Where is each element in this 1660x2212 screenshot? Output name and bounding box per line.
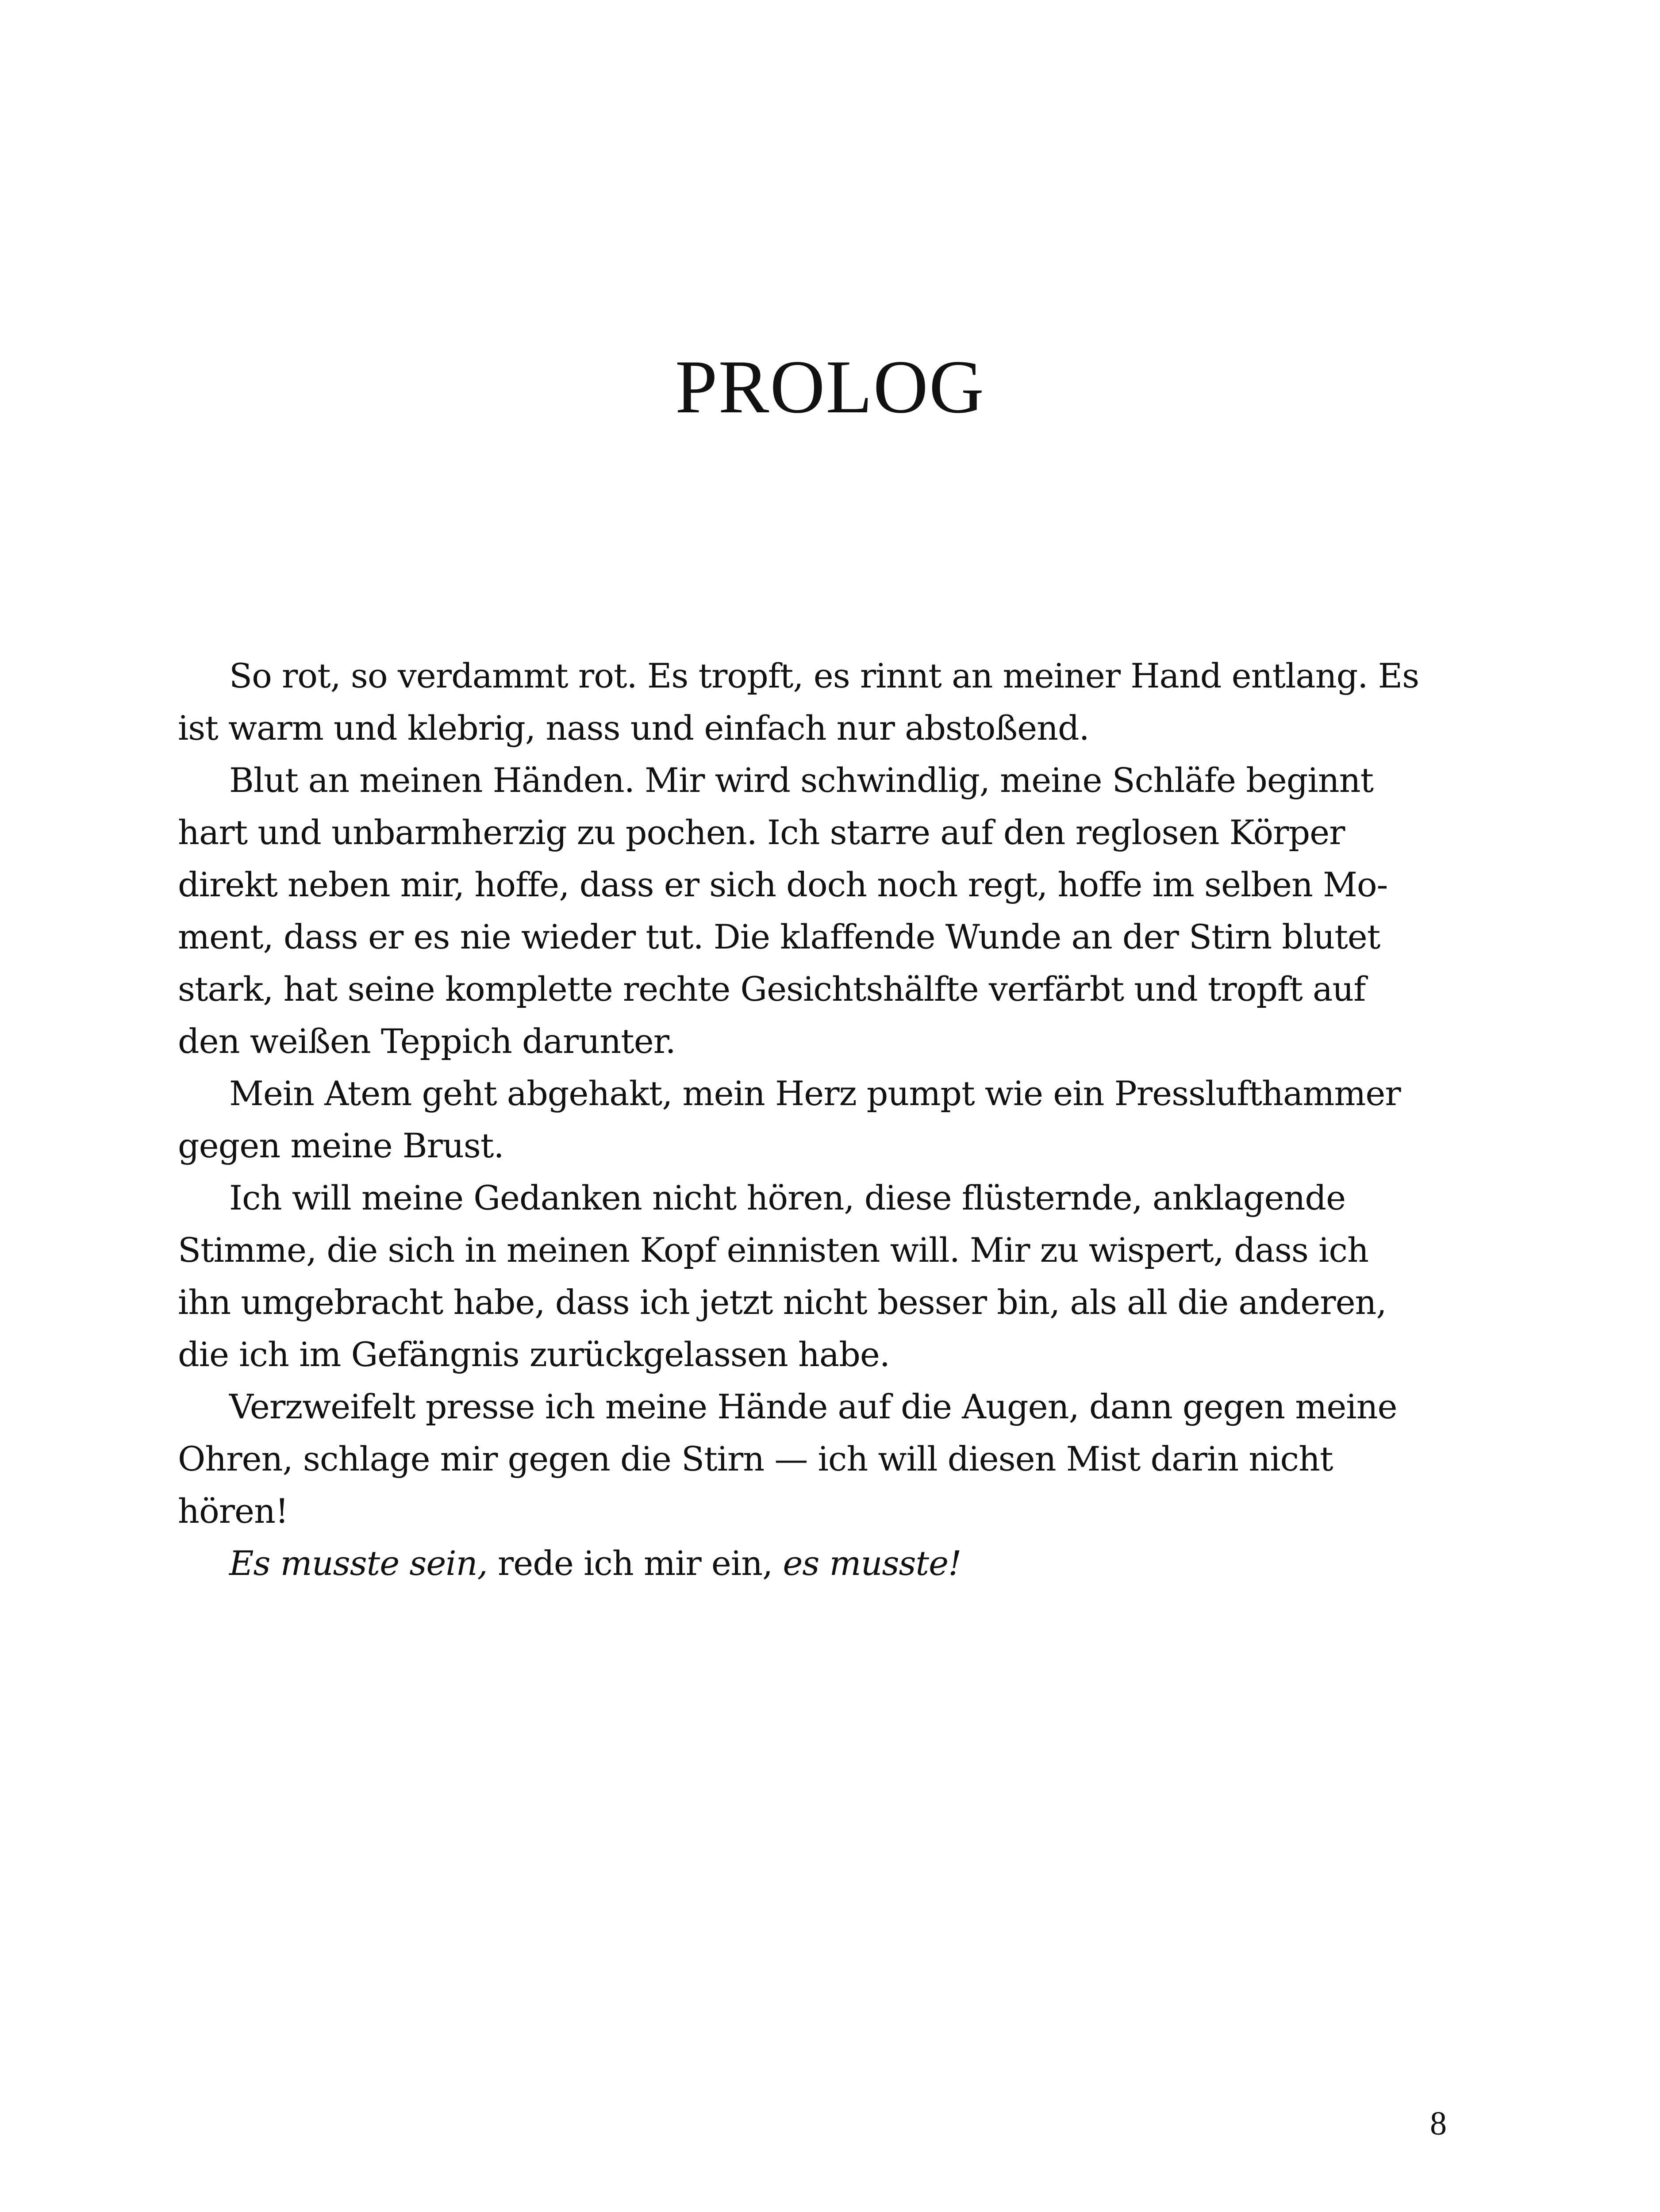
text-line: hart und unbarmherzig zu pochen. Ich starre auf den reglosen Körper xyxy=(178,813,1345,852)
text-line: Blut an meinen Händen. Mir wird schwindlig, meine Schläfe beginnt xyxy=(229,760,1374,800)
text-line: ist warm und klebrig, nass und einfach nur abstoßend. xyxy=(178,708,1089,748)
body-text xyxy=(178,650,1447,1590)
text-line: den weißen Teppich darunter. xyxy=(178,1022,676,1061)
final-line xyxy=(178,1537,1447,1590)
text-line: ihn umgebracht habe, dass ich jetzt nicht besser bin, als all die anderen, xyxy=(178,1283,1387,1322)
text-line: hören! xyxy=(178,1491,288,1531)
text-line: die ich im Gefängnis zurückgelassen habe. xyxy=(178,1335,890,1374)
text-line: direkt neben mir, hoffe, dass er sich doch noch regt, hoffe im selben Mo- xyxy=(178,865,1388,904)
text-line: stark, hat seine komplette rechte Gesichtshälfte verfärbt und tropft auf xyxy=(178,969,1366,1009)
italic-phrase: es musste! xyxy=(783,1544,961,1583)
italic-phrase: Es musste sein, xyxy=(229,1544,488,1583)
text-line: Mein Atem geht abgehakt, mein Herz pumpt wie ein Presslufthammer xyxy=(229,1074,1401,1113)
plain-phrase: rede ich mir ein, xyxy=(487,1544,783,1583)
text-line: Stimme, die sich in meinen Kopf einnisten will. Mir zu wispert, dass ich xyxy=(178,1230,1368,1270)
text-line: So rot, so verdammt rot. Es tropft, es rinnt an meiner Hand entlang. Es xyxy=(229,656,1419,695)
page-number: 8 xyxy=(1430,2105,1447,2142)
text-line: ment, dass er es nie wieder tut. Die klaffende Wunde an der Stirn blutet xyxy=(178,917,1380,956)
chapter-title: PROLOG xyxy=(675,345,985,429)
text-line: Ohren, schlage mir gegen die Stirn — ich will diesen Mist darin nicht xyxy=(178,1439,1333,1479)
text-line: Ich will meine Gedanken nicht hören, diese flüsternde, anklagende xyxy=(229,1178,1346,1217)
text-line: Verzweifelt presse ich meine Hände auf die Augen, dann gegen meine xyxy=(229,1387,1397,1426)
text-line: gegen meine Brust. xyxy=(178,1126,504,1165)
